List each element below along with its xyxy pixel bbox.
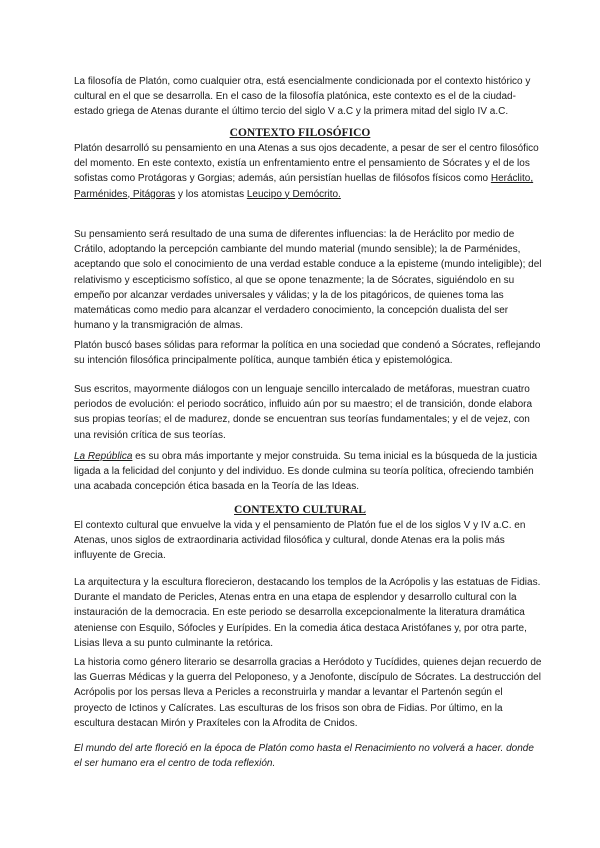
paragraph-pensamiento-middle: y los atomistas [175,188,247,200]
paragraph-pensamiento-text: Platón desarrolló su pensamiento en una Atenas a sus ojos decadente, a pesar de ser el centro filosófico del momento. En este contexto, existía un enfrentamiento entre el pensamiento de Sócrates y el de los sofistas como Protágoras y Gorgias; además, aún persistían huellas de filósofos físicos como [74,143,539,185]
intro-paragraph: La filosofía de Platón, como cualquier otra, está esencialmente condicionada por el contexto histórico y cultural en el que se desarrolla. En el caso de la filosofía platónica, este contexto es el de la ciudad-estado griega de Atenas durante el último tercio del siglo V a.C y la primera mitad del siglo IV a.C. [74,76,531,118]
paragraph-republica-text: es su obra más importante y mejor construida. Su tema inicial es la búsqueda de la justicia ligada a la felicidad del conjunto y del individuo. Es donde culmina su teoría política, ofreciendo también una acabada concepción ética basada en la Teoría de las Ideas. [74,451,538,493]
paragraph-historia: La historia como género literario se desarrolla gracias a Heródoto y Tucídides, quienes dejan recuerdo de las Guerras Médicas y la guerra del Peloponeso, y a Jenofonte, discípulo de Sócrates. La destrucción del Acrópolis por los persas lleva a Pericles a reconstruirla y mandar a levantar el Partenón según el proyecto de Ictinos y Calícrates. Las esculturas de los frisos son obra de Fidias. Por último, en la escultura destacan Mirón y Praxíteles con la Afrodita de Cnidos. [74,657,542,729]
closing-italic-paragraph: El mundo del arte floreció en la época de Platón como hasta el Renacimiento no volverá a hacer. donde el ser humano era el centro de toda reflexión. [74,743,534,770]
underlined-philosophers: Heráclito, Parménides, Pitágoras [74,173,534,200]
paragraph-contexto-cultural: El contexto cultural que envuelve la vida y el pensamiento de Platón fue el de los siglos V y IV a.C. en Atenas, unos siglos de extraordinaria actividad filosófica y cultural, donde Atenas era la polis más influyente de Grecia. [74,520,526,562]
paragraph-escritos: Sus escritos, mayormente diálogos con un lenguaje sencillo intercalado de metáforas, muestran cuatro periodos de evolución: el periodo socrático, influido aún por su maestro; el de transición, donde elabora sus propias teorías; el de madurez, donde se encuentran sus teorías fundamentales; y el de vejez, con una revisión crítica de sus teorías. [74,384,533,441]
underlined-atomists: Leucipo y Demócrito. [246,188,341,200]
book-title-la-republica: La República [74,451,133,462]
heading-contexto-filosofico: CONTEXTO FILOSÓFICO [229,127,371,139]
paragraph-pensamiento [74,141,542,202]
paragraph-influencias: Su pensamiento será resultado de una suma de diferentes influencias: la de Heráclito por medio de Crátilo, adoptando la percepción cambiante del mundo material (mundo sensible); la de Parménides, aceptando que solo el conocimiento de una verdad estable conduce a la episteme (mundo inteligible); del relativismo y escepticismo sofístico, al que se opone tenazmente; la de Sócrates, siguiéndolo en su empeño por alcanzar verdades universales y válidas; y la de los pitagóricos, de quienes toma las matemáticas como medio para alcanzar el verdadero conocimiento, la concepción dualista del ser humano y la transmigración de almas. [74,229,542,332]
heading-contexto-cultural: CONTEXTO CULTURAL [234,504,366,516]
paragraph-politica: Platón buscó bases sólidas para reformar la política en una sociedad que condenó a Sócrates, reflejando su intención filosófica principalmente política, aunque también ética y epistemológica. [74,340,541,367]
paragraph-republica [74,449,542,495]
paragraph-arquitectura: La arquitectura y la escultura florecieron, destacando los templos de la Acrópolis y las estatuas de Fidias. Durante el mandato de Pericles, Atenas entra en una etapa de esplendor y desarrollo cultural con la instauración de la democracia. En este periodo se desarrolla excepcionalmente la literatura dramática ateniense con Esquilo, Sófocles y Eurípides. En la comedia ática destaca Aristófanes y, por otra parte, Lisias lleva a su punto culminante la retórica. [74,577,541,649]
